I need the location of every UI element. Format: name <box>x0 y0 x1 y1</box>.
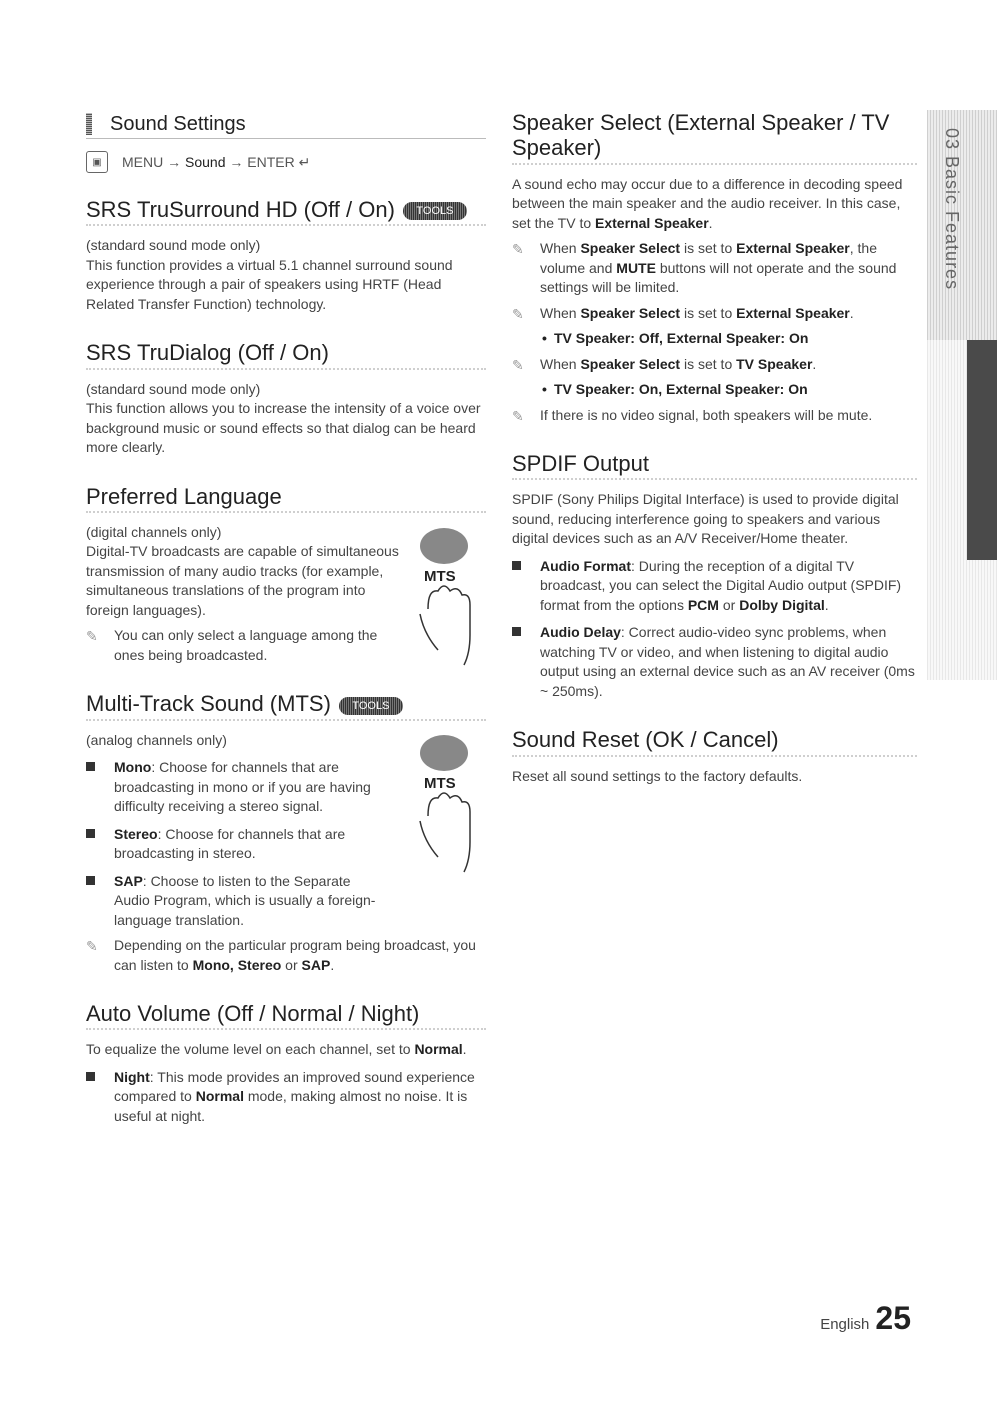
section-heading: Speaker Select (External Speaker / TV Speaker) <box>512 110 917 165</box>
note-icon: ✎ <box>86 938 98 955</box>
section-heading: SRS TruDialog (Off / On) <box>86 340 486 369</box>
section-text: Digital-TV broadcasts are capable of simultaneous transmission of many audio tracks (for example, simultaneous translations of the program into foreign languages). <box>86 543 399 618</box>
left-column <box>86 110 486 1152</box>
footer-language: English <box>820 1316 870 1333</box>
section-text: Reset all sound settings to the factory defaults. <box>512 767 803 784</box>
note-icon: ✎ <box>512 407 524 424</box>
chapter-label: 03 Basic Features <box>942 128 962 291</box>
menu-title: Sound Settings <box>110 112 246 135</box>
arrow-icon: → <box>229 154 244 170</box>
note-icon: ✎ <box>512 305 524 322</box>
remote-icon: ▣ <box>86 151 108 173</box>
mts-button-label: MTS <box>424 567 456 585</box>
sub-bullet: • TV Speaker: Off, External Speaker: On <box>542 330 809 347</box>
page-number: 25 <box>875 1300 911 1336</box>
bullet-item: Audio Format: During the reception of a digital TV broadcast, you can select the Digital Audio output (SPDIF) format from the options PCM or Dolby Digital. <box>512 557 917 616</box>
section-text: (digital channels only) <box>86 523 222 540</box>
menu-path <box>86 151 486 173</box>
section-heading: Multi-Track Sound (MTS) TOOLS <box>86 691 486 720</box>
remote-hand-illustration <box>400 731 486 881</box>
tools-badge: TOOLS <box>403 202 467 220</box>
bullet-item: SAP: Choose to listen to the Separate Audio Program, which is usually a foreign-language translation. <box>86 872 376 931</box>
note-icon: ✎ <box>512 356 524 373</box>
section-heading: Auto Volume (Off / Normal / Night) <box>86 1001 486 1030</box>
menu-header-bar <box>86 113 92 135</box>
section-sound-reset <box>512 727 917 786</box>
note-icon: ✎ <box>86 628 98 645</box>
section-heading: Sound Reset (OK / Cancel) <box>512 727 917 756</box>
section-spdif-output <box>512 451 917 701</box>
section-text: To equalize the volume level on each channel, set to Normal. <box>86 1041 467 1058</box>
path-menu: MENU <box>122 154 164 170</box>
section-srs-trusurround <box>86 197 486 314</box>
section-preferred-language <box>86 484 486 666</box>
enter-icon: ↵ <box>294 153 311 170</box>
tools-badge: TOOLS <box>339 697 403 715</box>
arrow-icon: → <box>167 154 182 170</box>
section-text: This function provides a virtual 5.1 channel surround sound experience through a pair of speakers using HRTF (Head Related Transfer Function) technology. <box>86 256 453 312</box>
remote-hand-illustration <box>400 524 486 674</box>
bullet-item: Mono: Choose for channels that are broadcasting in mono or if you are having difficulty receiving a stereo signal. <box>86 758 376 817</box>
section-text: This function allows you to increase the intensity of a voice over background music or sound effects so that dialog can be heard more clearly. <box>86 400 481 456</box>
bullet-item: Stereo: Choose for channels that are broadcasting in stereo. <box>86 825 376 864</box>
note: ✎ When Speaker Select is set to External Speaker, the volume and MUTE buttons will not operate and the sound settings will be limited. <box>512 240 897 296</box>
right-column <box>512 110 917 812</box>
side-tab-marker <box>967 340 997 560</box>
section-heading: Preferred Language <box>86 484 486 513</box>
note: ✎ When Speaker Select is set to External Speaker. <box>512 304 917 324</box>
bullet-item: Audio Delay: Correct audio-video sync problems, when watching TV or video, and when listening to digital audio output using an external device such as an AV receiver (0ms ~ 250ms). <box>512 623 917 701</box>
mts-button-label: MTS <box>424 775 456 793</box>
note: ✎ If there is no video signal, both speakers will be mute. <box>512 406 917 426</box>
path-sound: Sound <box>185 154 226 170</box>
section-speaker-select <box>512 110 917 425</box>
section-text: (analog channels only) <box>86 731 227 748</box>
note-icon: ✎ <box>512 241 524 258</box>
section-heading: SPDIF Output <box>512 451 917 480</box>
note: ✎ You can only select a language among the ones being broadcasted. <box>86 627 378 663</box>
bullet-item: Night: This mode provides an improved sound experience compared to Normal mode, making almost no noise. It is useful at night. <box>86 1068 486 1127</box>
sub-bullet: • TV Speaker: On, External Speaker: On <box>542 381 808 398</box>
section-text: (standard sound mode only) <box>86 380 261 397</box>
section-text: (standard sound mode only) <box>86 237 261 254</box>
page-footer <box>820 1300 911 1337</box>
section-auto-volume <box>86 1001 486 1126</box>
section-srs-trudialog <box>86 340 486 457</box>
menu-header <box>86 110 486 139</box>
note: ✎ When Speaker Select is set to TV Speaker. <box>512 355 917 375</box>
chapter-side-tab <box>927 110 997 680</box>
side-tab-header <box>927 110 997 340</box>
section-mts <box>86 691 486 975</box>
note: ✎ Depending on the particular program being broadcast, you can listen to Mono, Stereo or SAP. <box>86 937 476 973</box>
path-enter: ENTER <box>247 154 295 170</box>
section-text: A sound echo may occur due to a difference in decoding speed between the main speaker and the audio receiver. In this case, set the TV to External Speaker. <box>512 175 903 231</box>
section-heading: SRS TruSurround HD (Off / On) TOOLS <box>86 197 486 226</box>
section-text: SPDIF (Sony Philips Digital Interface) is used to provide digital sound, reducing interference going to speakers and various digital devices such as an A/V Receiver/Home theater. <box>512 491 899 547</box>
